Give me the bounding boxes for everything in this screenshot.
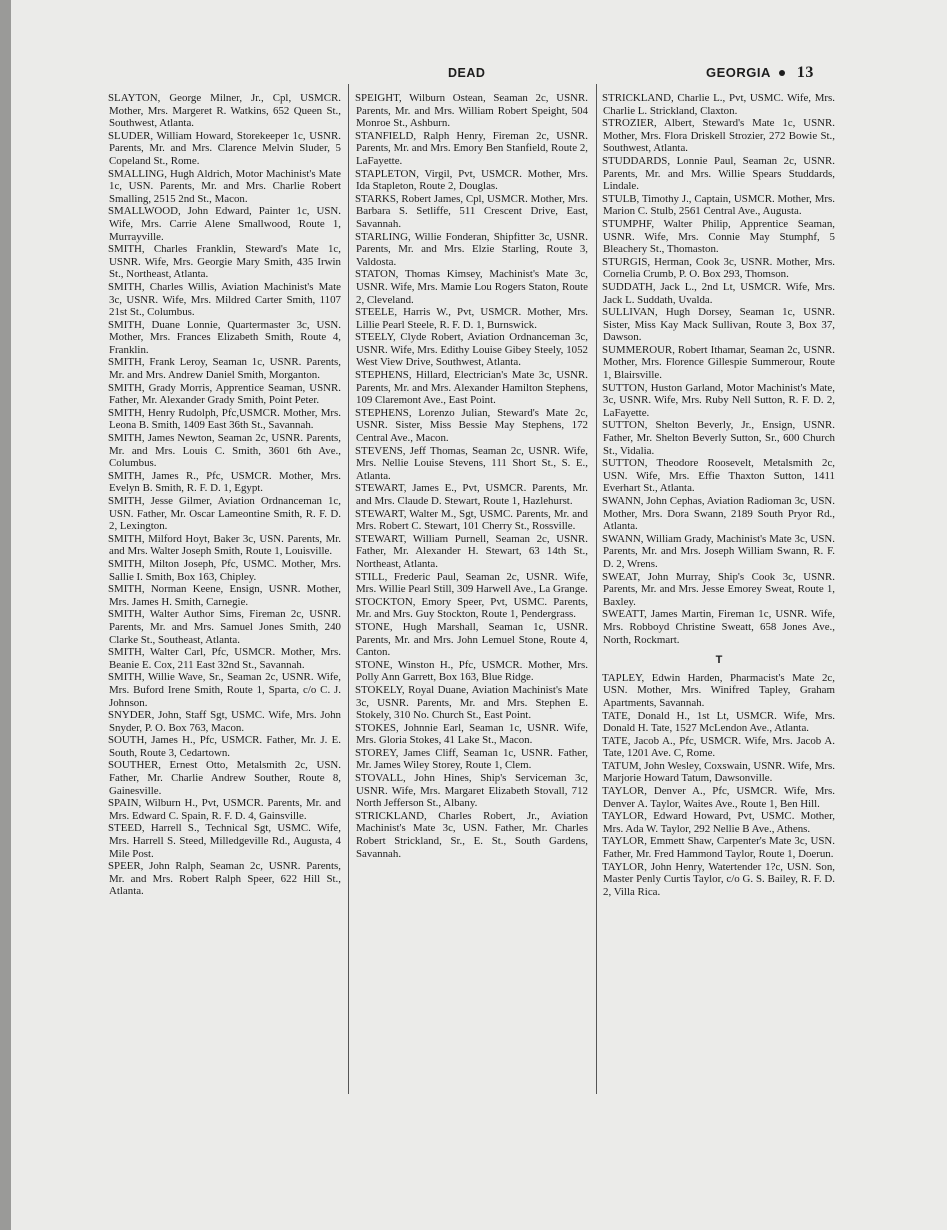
column-divider (348, 84, 349, 1094)
casualty-entry: TATE, Donald H., 1st Lt, USMCR. Wife, Mrs. Donald H. Tate, 1527 McLendon Ave., Atlanta. (602, 709, 835, 735)
casualty-entry: TAYLOR, Denver A., Pfc, USMCR. Wife, Mrs. Denver A. Taylor, Waites Ave., Route 1, Ben Hill. (602, 785, 835, 810)
casualty-entry: STEVENS, Jeff Thomas, Seaman 2c, USNR. Wife, Mrs. Nellie Louise Stevens, 111 Short St., S. E., Atlanta. (355, 444, 588, 482)
casualty-entry: STOKES, Johnnie Earl, Seaman 1c, USNR. Wife, Mrs. Gloria Stokes, 41 Lake St., Macon. (355, 721, 588, 747)
casualty-entry: SLAYTON, George Milner, Jr., Cpl, USMCR. Mother, Mrs. Margeret R. Watkins, 652 Queen St., Southwest, Atlanta. (108, 92, 341, 130)
column-3-entries (603, 92, 835, 646)
casualty-entry: SMITH, Milton Joseph, Pfc, USMC. Mother, Mrs. Sallie I. Smith, Box 163, Chipley. (108, 557, 341, 583)
casualty-entry: STRICKLAND, Charlie L., Pvt, USMC. Wife, Mrs. Charlie L. Strickland, Claxton. (602, 92, 835, 117)
casualty-entry: SUTTON, Theodore Roosevelt, Metalsmith 2c, USN. Wife, Mrs. Effie Thaxton Sutton, 1411 Everhart St., Atlanta. (602, 457, 835, 495)
casualty-entry: SNYDER, John, Staff Sgt, USMC. Wife, Mrs. John Snyder, P. O. Box 763, Macon. (108, 709, 341, 734)
casualty-entry: SWEATT, James Martin, Fireman 1c, USNR. Wife, Mrs. Robboyd Christine Sweatt, 658 Jones Ave., North, Rockmart. (602, 608, 835, 646)
casualty-entry: SMALLING, Hugh Aldrich, Motor Machinist's Mate 1c, USN. Parents, Mr. and Mrs. Charlie Robert Smalling, 2515 2nd St., Macon. (108, 167, 341, 205)
casualty-entry: STEPHENS, Hillard, Electrician's Mate 3c, USNR. Parents, Mr. and Mrs. Alexander Hamilton Stephens, 109 Claremont Ave., East Point. (355, 369, 588, 407)
casualty-entry: STEWART, William Purnell, Seaman 2c, USNR. Father, Mr. Alexander H. Stewart, 63 14th St., Northeast, Atlanta. (355, 532, 588, 570)
casualty-entry: TAYLOR, Emmett Shaw, Carpenter's Mate 3c, USN. Father, Mr. Fred Hammond Taylor, Route 1, Doerun. (602, 835, 835, 861)
casualty-entry: STEWART, James E., Pvt, USMCR. Parents, Mr. and Mrs. Claude D. Stewart, Route 1, Hazlehurst. (355, 482, 588, 507)
casualty-entry: STONE, Hugh Marshall, Seaman 1c, USNR. Parents, Mr. and Mrs. John Lemuel Stone, Route 4, Canton. (355, 620, 588, 659)
column-3-entries-after (603, 672, 835, 899)
casualty-entry: SMITH, James R., Pfc, USMCR. Mother, Mrs. Evelyn B. Smith, R. F. D. 1, Egypt. (108, 469, 341, 495)
casualty-entry: TAPLEY, Edwin Harden, Pharmacist's Mate 2c, USN. Mother, Mrs. Winifred Tapley, Graham Apartments, Savannah. (602, 671, 835, 709)
casualty-entry: STARKS, Robert James, Cpl, USMCR. Mother, Mrs. Barbara S. Setliffe, 511 Crescent Drive, East, Savannah. (355, 192, 588, 230)
casualty-entry: STOKELY, Royal Duane, Aviation Machinist's Mate 3c, USNR. Parents, Mr. and Mrs. Stephen E. Stokely, 310 No. Church St., East Point. (355, 683, 588, 722)
casualty-entry: STONE, Winston H., Pfc, USMCR. Mother, Mrs. Polly Ann Garrett, Box 163, Blue Ridge. (355, 658, 588, 684)
casualty-entry: SWANN, William Grady, Machinist's Mate 3c, USN. Parents, Mr. and Mrs. Joseph William Swann, R. F. D. 2, Wrens. (602, 532, 835, 570)
casualty-entry: STUMPHF, Walter Philip, Apprentice Seaman, USNR. Wife, Mrs. Connie May Stumphf, 5 Bleachery St., Thomaston. (602, 217, 835, 256)
casualty-entry: STOCKTON, Emory Speer, Pvt, USMC. Parents, Mr. and Mrs. Guy Stockton, Route 1, Pendergrass. (355, 595, 588, 621)
casualty-entry: SLUDER, William Howard, Storekeeper 1c, USNR. Parents, Mr. and Mrs. Clarence Melvin Sluder, 5 Copeland St., Rome. (108, 129, 341, 167)
casualty-entry: SMITH, Willie Wave, Sr., Seaman 2c, USNR. Wife, Mrs. Buford Irene Smith, Route 1, Sparta, c/o C. J. Johnson. (108, 671, 341, 709)
casualty-entry: SMITH, Frank Leroy, Seaman 1c, USNR. Parents, Mr. and Mrs. Andrew Daniel Smith, Morganton. (108, 356, 341, 382)
casualty-entry: STUDDARDS, Lonnie Paul, Seaman 2c, USNR. Parents, Mr. and Mrs. Willie Spears Studdards, Lindale. (602, 154, 835, 193)
casualty-entry: STATON, Thomas Kimsey, Machinist's Mate 3c, USNR. Wife, Mrs. Mamie Lou Rogers Staton, Route 2, Cleveland. (355, 268, 588, 306)
casualty-entry: SPEIGHT, Wilburn Ostean, Seaman 2c, USNR. Parents, Mr. and Mrs. William Robert Speight, 504 Monroe St., Ashburn. (355, 92, 588, 130)
casualty-entry: TAYLOR, John Henry, Watertender 1?c, USN. Son, Master Penly Curtis Taylor, c/o G. S. Bailey, R. F. D. 2, Villa Rica. (602, 860, 835, 898)
casualty-entry: SMITH, Duane Lonnie, Quartermaster 3c, USN. Mother, Mrs. Frances Elizabeth Smith, Route 4, Franklin. (108, 318, 341, 356)
casualty-entry: SMITH, James Newton, Seaman 2c, USNR. Parents, Mr. and Mrs. Louis C. Smith, 3601 6th Ave., Columbus. (108, 432, 341, 470)
casualty-entry: STOVALL, John Hines, Ship's Serviceman 3c, USNR. Wife, Mrs. Margaret Elizabeth Stovall, 712 North Jefferson St., Albany. (355, 772, 588, 810)
casualty-entry: SMITH, Jesse Gilmer, Aviation Ordnanceman 1c, USN. Father, Mr. Oscar Lameontine Smith, R. F. D. 2, Lexington. (108, 495, 341, 533)
page-header-right (706, 64, 814, 82)
casualty-entry: STEELY, Clyde Robert, Aviation Ordnanceman 3c, USNR. Wife, Mrs. Edithy Louise Gibey Steely, 1052 West View Drive, Southwest, Atlanta. (355, 331, 588, 369)
casualty-entry: SMITH, Grady Morris, Apprentice Seaman, USNR. Father, Mr. Alexander Grady Smith, Point Peter. (108, 381, 341, 407)
page-number: 13 (796, 64, 814, 81)
casualty-entry: STILL, Frederic Paul, Seaman 2c, USNR. Wife, Mrs. Willie Pearl Still, 309 Harwell Ave., La Grange. (355, 570, 588, 596)
casualty-entry: STANFIELD, Ralph Henry, Fireman 2c, USNR. Parents, Mr. and Mrs. Emory Ben Stanfield, Route 2, LaFayette. (355, 129, 588, 167)
casualty-entry: SPAIN, Wilburn H., Pvt, USMCR. Parents, Mr. and Mrs. Edward C. Spain, R. F. D. 4, Gainsville. (108, 797, 341, 822)
casualty-entry: SUDDATH, Jack L., 2nd Lt, USMCR. Wife, Mrs. Jack L. Suddath, Uvalda. (602, 280, 835, 306)
casualty-entry: STURGIS, Herman, Cook 3c, USNR. Mother, Mrs. Cornelia Crumb, P. O. Box 293, Thomson. (602, 255, 835, 281)
casualty-entry: SMITH, Walter Author Sims, Fireman 2c, USNR. Parents, Mr. and Mrs. Samuel Jones Smith, 240 Clarke St., Southeast, Atlanta. (108, 608, 341, 646)
section-letter-heading: T (715, 654, 723, 667)
casualty-entry: SMALLWOOD, John Edward, Painter 1c, USN. Wife, Mrs. Carrie Alene Smallwood, Route 1, Murrayville. (108, 205, 341, 243)
casualty-entry: STOREY, James Cliff, Seaman 1c, USNR. Father, Mr. James Wiley Storey, Route 1, Clem. (355, 746, 588, 772)
casualty-entry: STROZIER, Albert, Steward's Mate 1c, USNR. Mother, Mrs. Flora Driskell Strozier, 272 Bowie St., Southwest, Atlanta. (602, 117, 835, 155)
casualty-entry: STARLING, Willie Fonderan, Shipfitter 3c, USNR. Parents, Mr. and Mrs. Elzie Starling, Route 3, Valdosta. (355, 230, 588, 268)
casualty-entry: STEPHENS, Lorenzo Julian, Steward's Mate 2c, USNR. Sister, Miss Bessie May Stephens, 172 Central Ave., Macon. (355, 406, 588, 445)
column-2 (356, 92, 588, 860)
casualty-entry: SMITH, Charles Willis, Aviation Machinist's Mate 3c, USNR. Wife, Mrs. Mildred Carter Smith, 1107 21st St., Columbus. (108, 280, 341, 319)
casualty-entry: SMITH, Charles Franklin, Steward's Mate 1c, USNR. Wife, Mrs. Georgie Mary Smith, 435 Irwin St., Northeast, Atlanta. (108, 243, 341, 281)
casualty-entry: STRICKLAND, Charles Robert, Jr., Aviation Machinist's Mate 3c, USN. Father, Mr. Charles Robert Strickland, Sr., E. St., South Gardens, Savannah. (355, 809, 588, 860)
column-divider (596, 84, 597, 1094)
casualty-entry: STEWART, Walter M., Sgt, USMC. Parents, Mr. and Mrs. Robert C. Stewart, 101 Cherry St., Rossville. (355, 507, 588, 533)
casualty-entry: SMITH, Walter Carl, Pfc, USMCR. Mother, Mrs. Beanie E. Cox, 211 East 32nd St., Savannah. (108, 646, 341, 671)
column-3 (603, 92, 835, 898)
casualty-entry: SMITH, Henry Rudolph, Pfc,USMCR. Mother, Mrs. Leona B. Smith, 1409 East 36th St., Savannah. (108, 406, 341, 432)
casualty-entry: SWEAT, John Murray, Ship's Cook 3c, USNR. Parents, Mr. and Mrs. Jesse Emorey Sweat, Route 1, Baxley. (602, 570, 835, 608)
casualty-entry: SMITH, Milford Hoyt, Baker 3c, USN. Parents, Mr. and Mrs. Walter Joseph Smith, Route 1, Louisville. (108, 532, 341, 558)
casualty-entry: SWANN, John Cephas, Aviation Radioman 3c, USN. Mother, Mrs. Dora Swann, 2189 South Pryor Rd., Atlanta. (602, 495, 835, 533)
casualty-entry: TAYLOR, Edward Howard, Pvt, USMC. Mother, Mrs. Ada W. Taylor, 292 Nellie B Ave., Athens. (602, 810, 835, 835)
casualty-entry: STEELE, Harris W., Pvt, USMCR. Mother, Mrs. Lillie Pearl Steele, R. F. D. 1, Burnswick. (355, 306, 588, 331)
casualty-entry: SMITH, Norman Keene, Ensign, USNR. Mother, Mrs. James H. Smith, Carnegie. (108, 583, 341, 608)
page-header-title: DEAD (448, 66, 486, 80)
casualty-entry: SUMMEROUR, Robert Ithamar, Seaman 2c, USNR. Mother, Mrs. Florence Gillespie Summerour, Route 1, Blairsville. (602, 343, 835, 382)
casualty-entry: SUTTON, Huston Garland, Motor Machinist's Mate, 3c, USNR. Wife, Mrs. Ruby Nell Sutton, R. F. D. 2, LaFayette. (602, 381, 835, 419)
casualty-entry: SULLIVAN, Hugh Dorsey, Seaman 1c, USNR. Sister, Miss Kay Mack Sullivan, Route 3, Box 37, Dawson. (602, 306, 835, 344)
casualty-entry: STEED, Harrell S., Technical Sgt, USMC. Wife, Mrs. Harrell S. Steed, Milledgeville Rd., Augusta, 4 Mile Post. (108, 822, 341, 860)
casualty-entry: SPEER, John Ralph, Seaman 2c, USNR. Parents, Mr. and Mrs. Robert Ralph Speer, 622 Hill St., Atlanta. (108, 860, 341, 898)
bullet-separator-icon (779, 70, 785, 76)
casualty-entry: STULB, Timothy J., Captain, USMCR. Mother, Mrs. Marion C. Stulb, 2561 Central Ave., Augusta. (602, 192, 835, 218)
casualty-entry: SOUTH, James H., Pfc, USMCR. Father, Mr. J. E. South, Route 3, Cedartown. (108, 734, 341, 759)
casualty-entry: STAPLETON, Virgil, Pvt, USMCR. Mother, Mrs. Ida Stapleton, Route 2, Douglas. (355, 167, 588, 193)
casualty-entry: SOUTHER, Ernest Otto, Metalsmith 2c, USN. Father, Mr. Charlie Andrew Souther, Route 8, Gainesville. (108, 759, 341, 797)
page-header-state: GEORGIA (706, 65, 771, 80)
casualty-entry: TATUM, John Wesley, Coxswain, USNR. Wife, Mrs. Marjorie Howard Tatum, Dawsonville. (602, 759, 835, 785)
column-1 (109, 92, 341, 898)
casualty-entry: SUTTON, Shelton Beverly, Jr., Ensign, USNR. Father, Mr. Shelton Beverly Sutton, Sr., 600 Church St., Vidalia. (602, 419, 835, 457)
casualty-entry: TATE, Jacob A., Pfc, USMCR. Wife, Mrs. Jacob A. Tate, 1201 Ave. C, Rome. (602, 734, 835, 760)
page-edge-shadow (0, 0, 11, 1230)
